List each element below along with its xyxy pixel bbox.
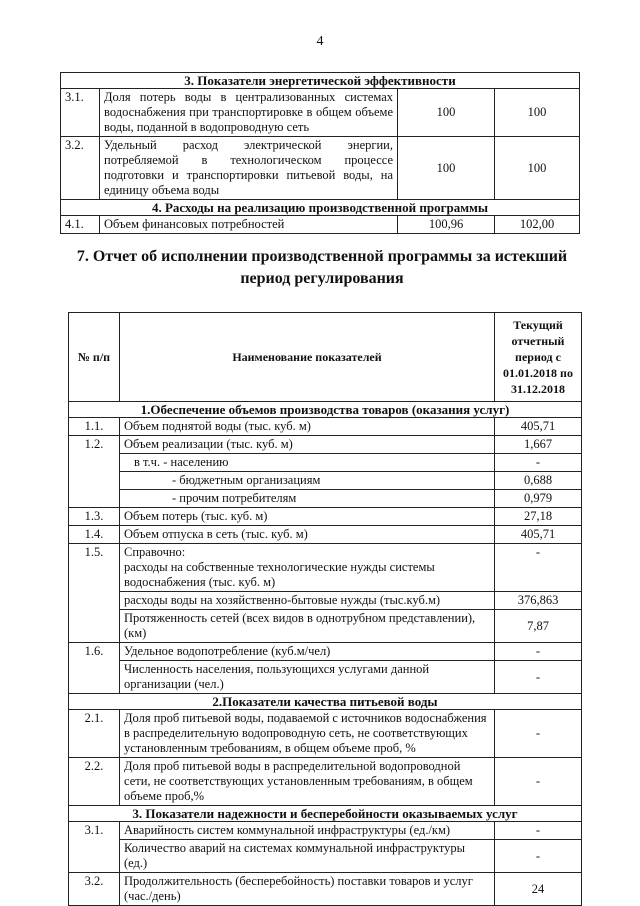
- indicator-name: Объем потерь (тыс. куб. м): [120, 508, 495, 526]
- section-title: 2.Показатели качества питьевой воды: [69, 694, 582, 710]
- row-number: 3.1.: [61, 89, 100, 137]
- table-row: [69, 822, 582, 840]
- section-title: 3. Показатели надежности и бесперебойности оказываемых услуг: [69, 806, 582, 822]
- table-row: [69, 472, 582, 490]
- indicator-value: -: [495, 710, 582, 758]
- indicator-name: Аварийность систем коммунальной инфраструктуры (ед./км): [120, 822, 495, 840]
- indicator-name: Продолжительность (бесперебойность) поставки товаров и услуг (час./день): [120, 873, 495, 906]
- row-number: 4.1.: [61, 216, 100, 234]
- indicator-value: -: [495, 758, 582, 806]
- indicator-value: 0,688: [495, 472, 582, 490]
- table-row: [69, 508, 582, 526]
- table-row: [69, 643, 582, 661]
- indicator-name: Объем финансовых потребностей: [100, 216, 398, 234]
- indicator-value: 376,863: [495, 592, 582, 610]
- indicator-name: Доля проб питьевой воды в распределительной водопроводной сети, не соответствующих установленным требованиям, в общем объеме проб,%: [120, 758, 495, 806]
- indicator-value: -: [495, 544, 582, 592]
- program-report-table: [68, 312, 582, 906]
- indicator-value: -: [495, 840, 582, 873]
- section-row: [61, 200, 580, 216]
- indicator-value: -: [495, 454, 582, 472]
- table-row: [69, 454, 582, 472]
- table-row: [69, 544, 582, 592]
- indicator-value: 405,71: [495, 526, 582, 544]
- table-row: [69, 661, 582, 694]
- indicator-name: в т.ч. - населению: [120, 454, 495, 472]
- row-number: 1.5.: [69, 544, 120, 643]
- indicator-value: 24: [495, 873, 582, 906]
- energy-efficiency-table: [60, 72, 580, 234]
- section-title: 1.Обеспечение объемов производства товаров (оказания услуг): [69, 402, 582, 418]
- indicator-name: Доля потерь воды в централизованных системах водоснабжения при транспортировке в общем объеме воды, поданной в водопроводную сеть: [100, 89, 398, 137]
- table-row: [69, 758, 582, 806]
- page-number: 4: [316, 34, 324, 49]
- row-number: 1.1.: [69, 418, 120, 436]
- row-number: 3.1.: [69, 822, 120, 873]
- indicator-name: расходы воды на хозяйственно-бытовые нужды (тыс.куб.м): [120, 592, 495, 610]
- row-number: 1.2.: [69, 436, 120, 508]
- indicator-name: Справочно: расходы на собственные технологические нужды системы водоснабжения (тыс. куб. м): [120, 544, 495, 592]
- indicator-value: 100,96: [398, 216, 495, 234]
- indicator-name: Удельное водопотребление (куб.м/чел): [120, 643, 495, 661]
- row-number: 1.6.: [69, 643, 120, 694]
- indicator-value: 100: [398, 89, 495, 137]
- header-row: [69, 313, 582, 402]
- indicator-name: Объем реализации (тыс. куб. м): [120, 436, 495, 454]
- indicator-value: -: [495, 661, 582, 694]
- section-row: [69, 402, 582, 418]
- column-header: № п/п: [69, 313, 120, 402]
- indicator-name: - бюджетным организациям: [120, 472, 495, 490]
- indicator-name: Количество аварий на системах коммунальной инфраструктуры (ед.): [120, 840, 495, 873]
- table-row: [69, 873, 582, 906]
- indicator-name: Удельный расход электрической энергии, потребляемой в технологическом процессе подготовки и транспортировки питьевой воды, на единицу объема воды: [100, 137, 398, 200]
- indicator-value: 102,00: [495, 216, 580, 234]
- section-row: [61, 73, 580, 89]
- row-number: 3.2.: [61, 137, 100, 200]
- indicator-name: Численность населения, пользующихся услугами данной организации (чел.): [120, 661, 495, 694]
- indicator-name: Объем поднятой воды (тыс. куб. м): [120, 418, 495, 436]
- indicator-value: 27,18: [495, 508, 582, 526]
- table-row: [69, 526, 582, 544]
- row-number: 3.2.: [69, 873, 120, 906]
- row-number: 2.2.: [69, 758, 120, 806]
- table-row: [61, 89, 580, 137]
- section-row: [69, 694, 582, 710]
- indicator-value: 100: [398, 137, 495, 200]
- table-row: [61, 216, 580, 234]
- section-title: 3. Показатели энергетической эффективности: [61, 73, 580, 89]
- table-row: [69, 710, 582, 758]
- indicator-value: -: [495, 643, 582, 661]
- table-row: [69, 436, 582, 454]
- section-heading: 7. Отчет об исполнении производственной программы за истекший период регулирования: [76, 248, 568, 287]
- column-header: Текущий отчетный период с 01.01.2018 по 31.12.2018: [495, 313, 582, 402]
- indicator-name: Протяженность сетей (всех видов в однотрубном представлении), (км): [120, 610, 495, 643]
- row-number: 2.1.: [69, 710, 120, 758]
- column-header: Наименование показателей: [120, 313, 495, 402]
- row-number: 1.3.: [69, 508, 120, 526]
- table-row: [69, 592, 582, 610]
- section-title: 4. Расходы на реализацию производственной программы: [61, 200, 580, 216]
- table-row: [69, 610, 582, 643]
- indicator-value: 0,979: [495, 490, 582, 508]
- table-row: [69, 840, 582, 873]
- table-row: [69, 490, 582, 508]
- indicator-value: 7,87: [495, 610, 582, 643]
- indicator-value: -: [495, 822, 582, 840]
- table-row: [69, 418, 582, 436]
- table-row: [61, 137, 580, 200]
- indicator-name: - прочим потребителям: [120, 490, 495, 508]
- indicator-value: 1,667: [495, 436, 582, 454]
- row-number: 1.4.: [69, 526, 120, 544]
- section-row: [69, 806, 582, 822]
- indicator-value: 100: [495, 89, 580, 137]
- indicator-name: Доля проб питьевой воды, подаваемой с источников водоснабжения в распределительную водопроводную сеть, не соответствующих установленным требованиям, в общем объеме проб, %: [120, 710, 495, 758]
- indicator-value: 405,71: [495, 418, 582, 436]
- indicator-value: 100: [495, 137, 580, 200]
- indicator-name: Объем отпуска в сеть (тыс. куб. м): [120, 526, 495, 544]
